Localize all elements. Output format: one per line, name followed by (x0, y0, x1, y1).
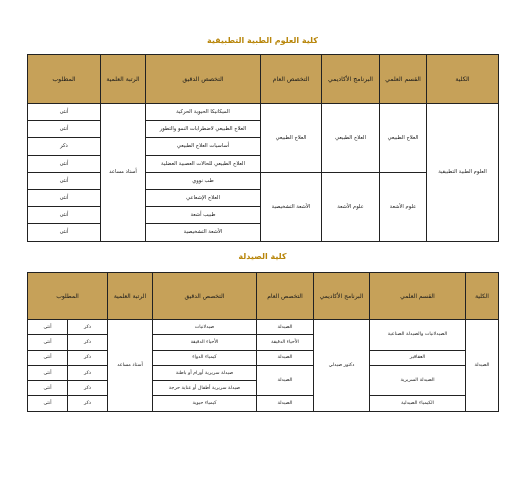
header-rank: الرتبة العلمية (101, 55, 146, 104)
required-female-cell: أنثى (28, 335, 68, 350)
rank-cell: أستاذ مساعد (108, 320, 153, 412)
department-cell: علوم الأشعة (380, 172, 427, 241)
required-male-cell: ذكر (68, 396, 108, 411)
header-department: القسم العلمي (380, 55, 427, 104)
specific-spec-cell: العلاج الإشعاعي (146, 189, 261, 206)
specific-spec-cell: الأحياء الدقيقة (153, 335, 257, 350)
specific-spec-cell: صيدلة سريرية أطفال أو عناية حرجة (153, 381, 257, 396)
general-spec-cell: العلاج الطبيعي (261, 104, 322, 173)
required-female-cell: أنثى (28, 381, 68, 396)
applied-medical-sciences-table (27, 54, 499, 242)
required-male-cell: ذكر (68, 381, 108, 396)
header-general-spec: التخصص العام (261, 55, 322, 104)
specific-spec-cell: الميكانيكا الحيوية الحركية (146, 104, 261, 121)
specific-spec-cell: طب نووي (146, 172, 261, 189)
required-female-cell: أنثى (28, 350, 68, 365)
department-cell: الكيمياء الصيدلية (370, 396, 466, 411)
general-spec-cell: الصيدلة (257, 320, 314, 335)
program-cell: علوم الأشعة (322, 172, 380, 241)
table-header-row (28, 273, 499, 320)
required-male-cell: ذكر (68, 320, 108, 335)
required-male-cell: ذكر (68, 365, 108, 380)
header-required: المطلوب (28, 273, 108, 320)
required-cell: أنثى (28, 155, 101, 172)
specific-spec-cell: كيمياء الدواء (153, 350, 257, 365)
specific-spec-cell: صيدلانيات (153, 320, 257, 335)
program-cell: دكتور صيدلي (314, 320, 370, 412)
required-female-cell: أنثى (28, 396, 68, 411)
general-spec-cell: الصيدلة (257, 396, 314, 411)
specific-spec-cell: طبيب أشعة (146, 207, 261, 224)
header-rank: الرتبة العلمية (108, 273, 153, 320)
specific-spec-cell: أساسيات العلاج الطبيعي (146, 138, 261, 155)
header-college: الكلية (466, 273, 499, 320)
specific-spec-cell: كيمياء حيوية (153, 396, 257, 411)
general-spec-cell: الصيدلة (257, 365, 314, 396)
required-cell: أنثى (28, 172, 101, 189)
required-cell: أنثى (28, 189, 101, 206)
required-cell: أنثى (28, 104, 101, 121)
header-specific-spec: التخصص الدقيق (153, 273, 257, 320)
table-row (28, 104, 499, 121)
required-cell: أنثى (28, 121, 101, 138)
program-cell: العلاج الطبيعي (322, 104, 380, 173)
required-female-cell: أنثى (28, 365, 68, 380)
required-male-cell: ذكر (68, 350, 108, 365)
department-cell: العقاقير (370, 350, 466, 365)
college-cell: العلوم الطبية التطبيقية (427, 104, 499, 242)
department-cell: الصيدلة السريرية (370, 365, 466, 396)
specific-spec-cell: العلاج الطبيعي للحالات العصبية العضلية (146, 155, 261, 172)
specific-spec-cell: العلاج الطبيعي لاضطرابات النمو والتطور (146, 121, 261, 138)
table-row (28, 350, 499, 365)
department-cell: الصيدلانيات والصيدلة الصناعية (370, 320, 466, 351)
general-spec-cell: الأحياء الدقيقة (257, 335, 314, 350)
section-title-applied-medical-sciences: كلية العلوم الطبية التطبيقية (207, 36, 318, 45)
college-cell: الصيدلة (466, 320, 499, 412)
specific-spec-cell: صيدلة سريرية أورام أو باطنة (153, 365, 257, 380)
table-row (28, 396, 499, 411)
rank-cell: أستاذ مساعد (101, 104, 146, 242)
required-male-cell: ذكر (68, 335, 108, 350)
section-title-pharmacy: كلية الصيدلة (238, 252, 287, 261)
header-college: الكلية (427, 55, 499, 104)
header-general-spec: التخصص العام (257, 273, 314, 320)
header-program: البرنامج الأكاديمي (314, 273, 370, 320)
header-department: القسم العلمي (370, 273, 466, 320)
required-cell: أنثى (28, 224, 101, 241)
required-female-cell: أنثى (28, 320, 68, 335)
header-specific-spec: التخصص الدقيق (146, 55, 261, 104)
general-spec-cell: الأشعة التشخيصية (261, 172, 322, 241)
required-cell: ذكر (28, 138, 101, 155)
general-spec-cell: الصيدلة (257, 350, 314, 365)
table-header-row (28, 55, 499, 104)
department-cell: العلاج الطبيعي (380, 104, 427, 173)
specific-spec-cell: الأشعة التشخيصية (146, 224, 261, 241)
table-row (28, 365, 499, 380)
header-required: المطلوب (28, 55, 101, 104)
pharmacy-table (27, 272, 499, 412)
table-row (28, 320, 499, 335)
required-cell: أنثى (28, 207, 101, 224)
header-program: البرنامج الأكاديمي (322, 55, 380, 104)
